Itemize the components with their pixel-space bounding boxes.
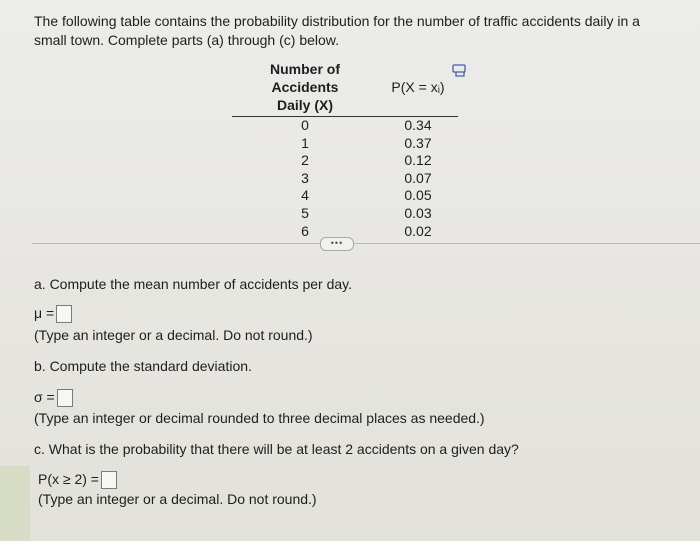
cell-p: 0.37	[404, 134, 432, 151]
probability-table	[232, 60, 458, 240]
table-row	[232, 135, 458, 153]
header-accidents	[232, 60, 378, 117]
header-probability: P(X = xᵢ)	[378, 60, 458, 117]
cell-x: 4	[301, 187, 309, 204]
cell-x: 3	[301, 169, 309, 186]
part-c-hint: (Type an integer or a decimal. Do not round.)	[38, 491, 317, 507]
cell-x: 2	[301, 152, 309, 169]
part-a-question: a. Compute the mean number of accidents per day.	[34, 276, 353, 292]
cell-p: 0.12	[404, 152, 432, 169]
cell-p: 0.05	[404, 187, 432, 204]
header-accidents-line2: Daily (X)	[276, 97, 333, 113]
table-row	[232, 152, 458, 170]
section-divider	[32, 243, 700, 244]
cell-x: 5	[301, 204, 309, 221]
cell-x: 0	[301, 117, 309, 133]
table-row	[232, 205, 458, 223]
cell-p: 0.34	[404, 117, 432, 133]
cell-p: 0.03	[404, 204, 432, 221]
part-b-question: b. Compute the standard deviation.	[34, 358, 252, 374]
cell-p: 0.02	[404, 222, 432, 239]
table-row	[232, 117, 458, 135]
cell-p: 0.07	[404, 169, 432, 186]
mean-answer-input[interactable]	[56, 305, 72, 323]
header-accidents-line1: Number of Accidents	[270, 61, 340, 95]
sd-answer-row	[34, 388, 73, 407]
probability-answer-row	[38, 470, 117, 489]
mean-symbol: μ =	[34, 305, 55, 321]
side-highlight	[0, 466, 30, 541]
sd-symbol: σ =	[34, 389, 55, 405]
table-row	[232, 170, 458, 188]
intro-text: The following table contains the probability distribution for the number of traffic accidents daily in a small town. Complete parts (a) through (c) below.	[34, 13, 640, 48]
probability-symbol: P(x ≥ 2) =	[38, 471, 99, 487]
expand-more-button[interactable]: •••	[320, 237, 354, 251]
part-c-question: c. What is the probability that there will be at least 2 accidents on a given day?	[34, 441, 519, 457]
cell-x: 1	[301, 134, 309, 151]
part-a-hint: (Type an integer or a decimal. Do not round.)	[34, 327, 313, 343]
copy-table-icon[interactable]	[452, 64, 466, 78]
mean-answer-row	[34, 304, 72, 323]
part-b-hint: (Type an integer or decimal rounded to three decimal places as needed.)	[34, 410, 485, 426]
probability-answer-input[interactable]	[101, 471, 117, 489]
sd-answer-input[interactable]	[57, 389, 73, 407]
cell-x: 6	[301, 222, 309, 239]
table-row	[232, 187, 458, 205]
